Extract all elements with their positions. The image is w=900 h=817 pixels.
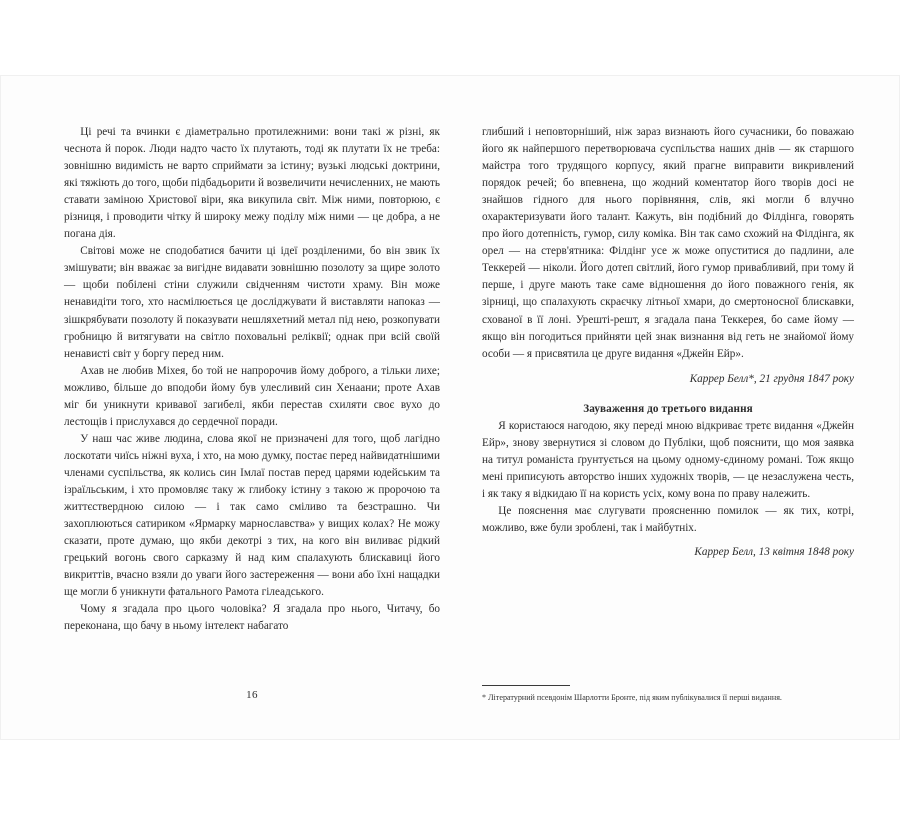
paragraph: Це пояснення має слугувати проясненню помилок — як тих, котрі, можливо, вже були зроблені, так і майбутніх. xyxy=(482,504,854,534)
left-page-textblock xyxy=(64,124,440,635)
paragraph: Ахав не любив Міхея, бо той не напророчив йому доброго, а тільки лихе; можливо, більше до вподоби йому був улесливий син Хенаани; проте Ахав міг би уникнути кривавої загибелі, якби перестав схиляти своє вухо до лестощів і прислухався до сердечної поради. xyxy=(64,364,440,428)
paragraph: Ці речі та вчинки є діаметрально протилежними: вони такі ж різні, як чеснота й порок. Люди надто часто їх плутають, тоді як плутати їх не треба: зовнішню видимість не варто сприймати за істину; вузькі людські доктрини, які тяжіють до того, щоби підбадьорити й возвеличити нечисленних, не мають ставати заміною Христової віри, яка викупила світ. Між ними, повторюю, є різниця, і проводити чітку й широку межу поділу між ними — це добра, а не погана дія. xyxy=(64,126,440,241)
paragraph: У наш час живе людина, слова якої не призначені для того, щоб лагідно лоскотати чиїсь ніжні вуха, і хто, на мою думку, постає перед найвидатнішими членами суспільства, як колись син Імлаї постав перед царями юдейським та ізраїльським, і хто промовляє таку ж глибоку істину з такою ж пророчою та життєствердною силою — і так само сміливо та безстрашно. Чи захоплюються сатириком «Ярмарку марнославства» у вищих колах? Не можу сказати, проте думаю, що якби декотрі з тих, на кого він виливає рідкий грецький вогонь свого сарказму й над ким спалахують блискавиці його викриттів, вчасно взяли до уваги його застереження — вони або їхні нащадки ще могли б уникнути фатального Рамота гілеадського. xyxy=(64,432,440,599)
footnote-text: * Літературний псевдонім Шарлотти Бронте, під яким публікувалися її перші видання. xyxy=(482,692,782,702)
signature-third-edition: Каррер Белл, 13 квітня 1848 року xyxy=(694,545,854,558)
section-heading: Зауваження до третього видання xyxy=(583,402,753,415)
signature-first-edition: Каррер Белл*, 21 грудня 1847 року xyxy=(689,372,854,385)
paragraph: глибший і неповторніший, ніж зараз визнають його сучасники, бо поважаю його як найпершого перетворювача суспільства наших днів — як старшого майстра того трудящого корпусу, який прагне виправити викривлений порядок речей; бо впевнена, що жодний коментатор його творів досі не знайшов гідного для нього порівняння, слів, які могли б влучно охарактеризувати його талант. Кажуть, він подібний до Філдінга, говорять про його дотепність, гумор, силу коміка. Він так само схожий на Філдінга, як орел — на стерв'ятника: Філдінг усе ж може опуститися до падлини, але Теккерей — ніколи. Його дотеп світлий, його гумор привабливий, при тому й перше, і друге мають таке саме відношення до його поважного генія, як зірниці, що спалахують скраєчку літньої хмари, до смертоносної блискавки, схованої в її лоні. Урешті-решт, я згадала пана Теккерея, бо саме йому — якщо він погодиться прийняти цей знак визнання від геть не знайомої йому особи — я присвятила це друге видання «Джейн Ейр». xyxy=(482,126,854,360)
paragraph: Світові може не сподобатися бачити ці ідеї розділеними, бо він звик їх змішувати; він вважає за вигідне видавати зовнішню позолоту за щире золото — щоби побілені стіни служили свідченням чистоти храму. Він може ненавидіти того, хто насмілюється це досліджувати й виставляти напоказ — зішкрябувати позолоту й показувати нешляхетний метал під нею, розкопувати гробницю й витягувати на світло поховальні реліквії; однак при всій своїй ненависті світ у боргу перед ним. xyxy=(64,245,440,360)
right-page xyxy=(470,76,899,739)
paragraph: Чому я згадала про цього чоловіка? Я згадала про нього, Читачу, бо переконана, що бачу в ньому інтелект набагато xyxy=(64,603,440,633)
footnote-separator-rule xyxy=(482,685,570,686)
paragraph: Я користаюся нагодою, яку переді мною відкриває третє видання «Джейн Ейр», знову звернутися зі словом до Публіки, щоб пояснити, що моя заявка на титул романіста ґрунтується на цьому одному-єдиному романі. Тож якщо мені приписують авторство інших художніх творів, — це незаслужена честь, і як таку я відкидаю її на користь усіх, кому вона по праву належить. xyxy=(482,419,854,500)
left-page xyxy=(1,76,470,739)
right-page-textblock xyxy=(482,124,854,561)
book-spread xyxy=(0,75,900,740)
page-number: 16 xyxy=(246,689,258,701)
footnote-zone xyxy=(482,685,854,704)
